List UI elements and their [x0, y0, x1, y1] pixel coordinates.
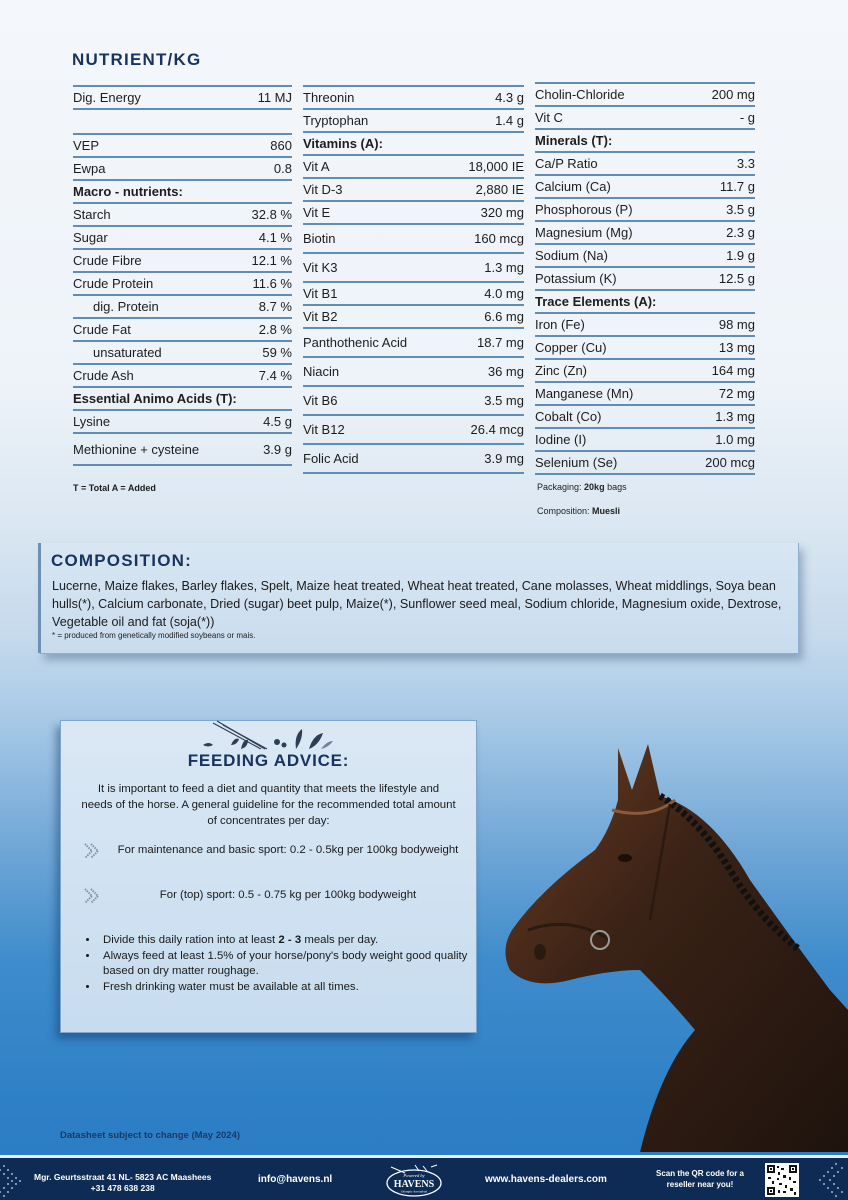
footer: [0, 1155, 848, 1200]
nutrient-label: Starch: [73, 207, 111, 222]
nutrient-value: 18,000 IE: [468, 159, 524, 174]
nutrient-row: [303, 154, 524, 177]
nutrient-label: Vit D-3: [303, 182, 343, 197]
nutrient-label: Cobalt (Co): [535, 409, 602, 424]
packaging-value: 20kg: [584, 482, 605, 492]
nutrient-label: Sugar: [73, 230, 108, 245]
nutrient-row: [73, 340, 292, 363]
nutrient-row: [73, 156, 292, 179]
grain-herbs-illustration-icon: [201, 715, 336, 753]
legend-note: T = Total A = Added: [73, 483, 156, 493]
footer-address-block: [34, 1172, 211, 1194]
nutrient-row: [73, 179, 292, 202]
nutrient-label: Essential Animo Acids (T):: [73, 391, 237, 406]
nutrient-label: Selenium (Se): [535, 455, 618, 470]
nutrient-label: Minerals (T):: [535, 133, 613, 148]
composition-type-label: Composition:: [537, 506, 590, 516]
nutrient-label: Ca/P Ratio: [535, 156, 598, 171]
nutrient-label: Sodium (Na): [535, 248, 608, 263]
table-end-rule: [535, 473, 755, 475]
qr-code[interactable]: [765, 1163, 799, 1197]
nutrient-label: dig. Protein: [93, 299, 159, 314]
nutrient-row: [73, 294, 292, 317]
nutrient-value: 12.5 g: [718, 271, 755, 286]
nutrient-row: [73, 363, 292, 386]
nutrient-row: [303, 385, 524, 414]
nutrient-label: Iodine (I): [535, 432, 587, 447]
nutrient-label: Vit B1: [303, 286, 338, 301]
nutrient-value: 2,880 IE: [475, 182, 524, 197]
nutrient-value: 3.9 g: [263, 441, 292, 457]
nutrient-value: 36 mg: [487, 364, 524, 379]
nutrient-label: Crude Ash: [73, 368, 134, 383]
footer-email-link[interactable]: info@havens.nl: [258, 1174, 333, 1185]
horse-photo: [500, 740, 848, 1152]
nutrient-value: 4.0 mg: [484, 286, 524, 301]
nutrient-label: Vit B12: [303, 422, 345, 437]
nutrient-value: 6.6 mg: [484, 309, 524, 324]
nutrient-row: [73, 85, 292, 108]
havens-logo: [385, 1161, 443, 1199]
feeding-advice-box: [60, 720, 477, 1033]
nutrient-label: Crude Fat: [73, 322, 131, 337]
nutrient-value: 11 MJ: [257, 90, 292, 105]
nutrient-value: 3.5 mg: [484, 393, 524, 408]
nutrient-value: 3.3: [736, 156, 755, 171]
nutrient-value: 4.5 g: [263, 414, 292, 429]
bullet-bold: 2 - 3: [278, 934, 302, 946]
nutrient-label: unsaturated: [93, 345, 162, 360]
nutrient-value: 3.9 mg: [484, 451, 524, 466]
nutrient-value: 2.3 g: [726, 225, 755, 240]
bullet-text: Divide this daily ration into at least: [103, 934, 279, 946]
feeding-item: [83, 887, 463, 903]
nutrient-title: NUTRIENT/KG: [72, 50, 202, 69]
nutrient-label: Vitamins (A):: [303, 136, 383, 151]
logo-powered-by: Powered by: [403, 1173, 425, 1178]
nutrient-row: [303, 443, 524, 472]
nutrient-value: 1.0 mg: [715, 432, 755, 447]
footer-address: Mgr. Geurtsstraat 41 NL- 5823 AC Maashees: [34, 1172, 212, 1182]
nutrient-value: 1.3 mg: [715, 409, 755, 424]
nutrient-row: [535, 335, 755, 358]
nutrient-row: [535, 266, 755, 289]
nutrient-value: 2.8 %: [258, 322, 292, 337]
nutrient-row: [535, 174, 755, 197]
packaging-label: Packaging:: [537, 482, 582, 492]
nutrient-value: 11.7 g: [719, 179, 755, 194]
bullet-item: • Fresh drinking water must be available at all times.: [99, 980, 479, 996]
nutrient-label: Ewpa: [73, 161, 106, 176]
nutrient-row: [303, 281, 524, 304]
nutrient-row: [303, 108, 524, 131]
packaging-unit: bags: [607, 482, 627, 492]
nutrient-row: [303, 356, 524, 385]
nutrient-row: [303, 200, 524, 223]
nutrient-value: 1.4 g: [495, 113, 524, 128]
nutrient-row: [73, 248, 292, 271]
nutrient-value: 0.8: [273, 161, 292, 176]
nutrient-row: [535, 151, 755, 174]
composition-type-value: Muesli: [592, 506, 621, 516]
nutrient-row: [303, 327, 524, 356]
nutrient-label: Iron (Fe): [535, 317, 585, 332]
nutrient-row: [535, 243, 755, 266]
feeding-title: FEEDING ADVICE:: [187, 751, 350, 770]
nutrient-row: [73, 317, 292, 340]
nutrient-value: 18.7 mg: [477, 335, 524, 350]
nutrient-label: Vit E: [303, 205, 331, 220]
nutrient-label: Manganese (Mn): [535, 386, 634, 401]
nutrient-row: [535, 427, 755, 450]
nutrient-row: [535, 220, 755, 243]
nutrient-row: [535, 82, 755, 105]
nutrient-label: Tryptophan: [303, 113, 369, 128]
nutrient-value: 72 mg: [718, 386, 755, 401]
nutrient-value: 160 mcg: [474, 231, 524, 246]
nutrient-value: 8.7 %: [258, 299, 292, 314]
bullet-item: [99, 933, 479, 949]
nutrient-row: [73, 202, 292, 225]
nutrient-value: - g: [739, 110, 755, 125]
nutrient-label: Copper (Cu): [535, 340, 607, 355]
nutrient-row: [535, 358, 755, 381]
chevron-dots-right-icon: [806, 1160, 846, 1200]
nutrient-label: Vit C: [535, 110, 563, 125]
feeding-item: [83, 842, 463, 858]
chevron-right-icon: [83, 887, 101, 905]
nutrient-label: Zinc (Zn): [535, 363, 587, 378]
nutrient-row: [535, 197, 755, 220]
composition-box: [40, 543, 799, 654]
nutrient-row: [535, 450, 755, 473]
nutrient-row: [303, 414, 524, 443]
nutrient-label: Vit K3: [303, 260, 338, 275]
bullet-item: • Always feed at least 1.5% of your horse/pony's body weight good quality based on dry matter roughage.: [99, 949, 479, 980]
nutrient-row: [303, 304, 524, 327]
composition-text: Lucerne, Maize flakes, Barley flakes, Spelt, Maize heat treated, Wheat heat treated, Cane molasses, Wheat middlings, Soya bean hulls(*), Calcium carbonate, Dried (sugar) beet pulp, Maize(*), Sunflower seed meal, Sodium chloride, Magnesium oxide, Dextrose, Vegetable oil and fat (soja(*)): [52, 579, 782, 629]
nutrient-label: Methionine + cysteine: [73, 441, 200, 457]
nutrient-row: [303, 223, 524, 252]
nutrient-label: Magnesium (Mg): [535, 225, 633, 240]
feeding-bullets: [81, 933, 479, 995]
nutrient-value: 860: [270, 138, 292, 153]
nutrient-label: Panthothenic Acid: [303, 335, 408, 350]
nutrient-row: [73, 225, 292, 248]
nutrient-row: [73, 271, 292, 294]
nutrient-label: Cholin-Chloride: [535, 87, 625, 102]
nutrient-row: [303, 252, 524, 281]
chevron-dots-left-icon: [0, 1160, 30, 1200]
nutrient-value: 13 mg: [718, 340, 755, 355]
nutrient-label: Dig. Energy: [73, 90, 141, 105]
nutrient-label: Vit B2: [303, 309, 338, 324]
nutrient-value: 200 mg: [711, 87, 755, 102]
table-end-rule: [303, 472, 524, 474]
nutrient-label: Vit A: [303, 159, 330, 174]
nutrient-row: [73, 432, 292, 464]
nutrient-value: 12.1 %: [251, 253, 292, 268]
logo-name: HAVENS: [393, 1179, 435, 1190]
nutrient-row: [73, 409, 292, 432]
nutrient-label: Niacin: [303, 364, 340, 379]
disclaimer: Datasheet subject to change (May 2024): [60, 1130, 241, 1141]
nutrient-row: [535, 312, 755, 335]
feeding-item-text: For (top) sport: 0.5 - 0.75 kg per 100kg bodyweight: [159, 889, 417, 901]
nutrient-label: Potassium (K): [535, 271, 617, 286]
feeding-item-text: For maintenance and basic sport: 0.2 - 0.5kg per 100kg bodyweight: [117, 844, 459, 856]
nutrient-column-3: [535, 82, 755, 475]
nutrient-row: [73, 108, 292, 133]
nutrient-value: 4.3 g: [495, 90, 524, 105]
nutrient-label: Trace Elements (A):: [535, 294, 657, 309]
nutrient-value: 1.3 mg: [484, 260, 524, 275]
composition-title: COMPOSITION:: [51, 551, 192, 570]
nutrient-value: 4.1 %: [258, 230, 292, 245]
logo-sub: Olympic horsefeed: [400, 1189, 428, 1194]
nutrient-value: 11.6 %: [252, 276, 292, 291]
nutrient-row: [535, 128, 755, 151]
packaging-info: [537, 482, 627, 492]
nutrient-value: 3.5 g: [726, 202, 755, 217]
nutrient-value: 200 mcg: [705, 455, 755, 470]
feeding-intro: It is important to feed a diet and quantity that meets the lifestyle and needs of the horse. A general guideline for the recommended total amount of concentrates per day:: [81, 783, 456, 827]
nutrient-label: Biotin: [303, 231, 336, 246]
nutrient-column-2: [303, 85, 524, 474]
nutrient-value: 1.9 g: [726, 248, 755, 263]
composition-footnote: * = produced from genetically modified soybeans or mais.: [52, 631, 256, 640]
nutrient-row: [535, 105, 755, 128]
footer-website-link[interactable]: www.havens-dealers.com: [485, 1174, 607, 1185]
nutrient-value: 98 mg: [718, 317, 755, 332]
chevron-right-icon: [83, 842, 101, 860]
nutrient-label: Macro - nutrients:: [73, 184, 183, 199]
nutrient-value: 26.4 mcg: [470, 422, 524, 437]
nutrient-row: [73, 133, 292, 156]
nutrient-row: [535, 289, 755, 312]
nutrient-row: [303, 85, 524, 108]
nutrient-value: 164 mg: [711, 363, 755, 378]
nutrient-row: [535, 404, 755, 427]
nutrient-row: [73, 386, 292, 409]
nutrient-value: 59 %: [262, 345, 292, 360]
nutrient-label: Folic Acid: [303, 451, 359, 466]
nutrient-label: Lysine: [73, 414, 111, 429]
nutrient-label: Phosphorous (P): [535, 202, 633, 217]
nutrient-value: 32.8 %: [251, 207, 292, 222]
table-end-rule: [73, 464, 292, 466]
nutrient-label: Calcium (Ca): [535, 179, 611, 194]
bullet-text: meals per day.: [301, 934, 379, 946]
nutrient-row: [303, 131, 524, 154]
nutrient-label: Crude Protein: [73, 276, 154, 291]
nutrient-column-1: [73, 85, 292, 466]
nutrient-row: [535, 381, 755, 404]
nutrient-value: 7.4 %: [258, 368, 292, 383]
nutrient-label: VEP: [73, 138, 100, 153]
composition-type: [537, 506, 620, 516]
footer-scan-text: Scan the QR code for a reseller near you!: [655, 1169, 745, 1189]
nutrient-label: Crude Fibre: [73, 253, 142, 268]
footer-phone[interactable]: +31 478 638 238: [90, 1183, 155, 1193]
nutrient-row: [303, 177, 524, 200]
nutrient-label: Threonin: [303, 90, 355, 105]
nutrient-label: Vit B6: [303, 393, 338, 408]
nutrient-value: 320 mg: [480, 205, 524, 220]
